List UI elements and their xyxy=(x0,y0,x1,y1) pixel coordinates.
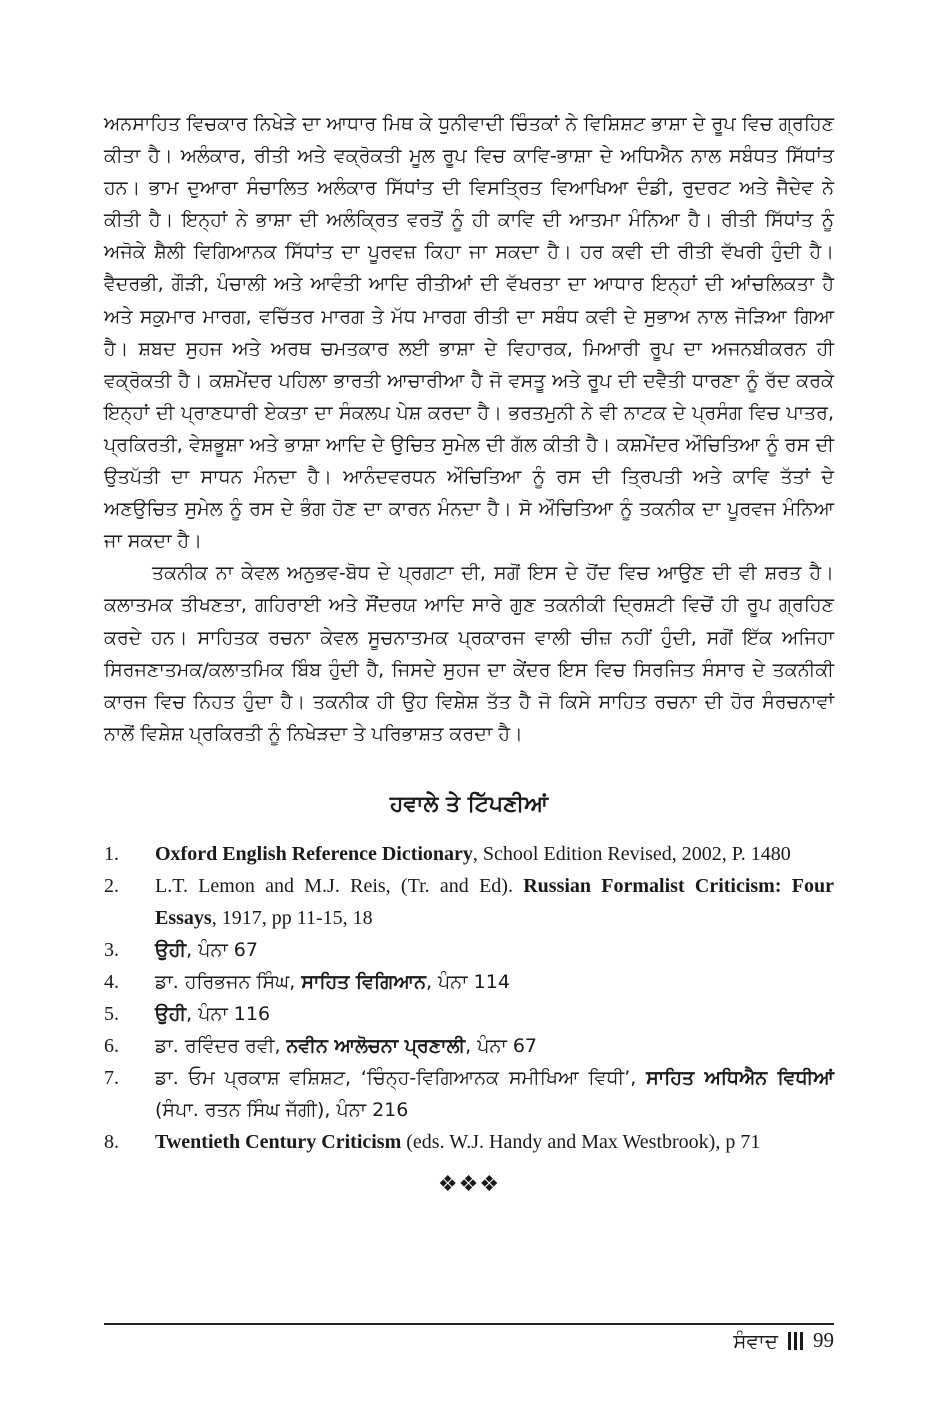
reference-title: Russian Formalist Criticism: Four Essays xyxy=(155,874,834,929)
reference-item xyxy=(104,1030,834,1062)
reference-item xyxy=(104,838,834,870)
reference-number: 7. xyxy=(104,1066,119,1089)
reference-author: ਡਾ. ਹਰਿਭਜਨ ਸਿੰਘ, xyxy=(155,970,302,993)
reference-title: Oxford English Reference Dictionary xyxy=(155,842,473,865)
reference-title: Twentieth Century Criticism xyxy=(155,1130,402,1153)
reference-text xyxy=(155,1062,834,1126)
reference-detail: , School Edition Revised, 2002, P. 1480 xyxy=(472,842,791,865)
bars-icon xyxy=(788,1332,803,1350)
reference-author: L.T. Lemon and M.J. Reis, (Tr. and Ed). xyxy=(155,874,524,897)
reference-text xyxy=(155,1126,834,1158)
reference-text xyxy=(155,998,834,1030)
reference-title: ਉਹੀ xyxy=(155,1002,187,1025)
reference-item xyxy=(104,870,834,934)
page-footer xyxy=(733,1328,834,1353)
references-list xyxy=(104,838,834,1158)
reference-number: 1. xyxy=(104,842,119,865)
reference-detail: (ਸੰਪਾ. ਰਤਨ ਸਿੰਘ ਜੱਗੀ), ਪੰਨਾ 216 xyxy=(155,1098,409,1121)
reference-detail: , 1917, pp 11-15, 18 xyxy=(211,906,373,929)
section-end-ornament: ❖❖❖ xyxy=(437,1171,501,1197)
page-content xyxy=(104,108,834,1200)
reference-number: 5. xyxy=(104,1002,119,1025)
reference-item xyxy=(104,966,834,998)
footer-rule xyxy=(104,1323,834,1325)
reference-text xyxy=(155,934,834,966)
reference-item xyxy=(104,934,834,966)
reference-item xyxy=(104,1062,834,1126)
reference-title: ਨਵੀਨ ਆਲੋਚਨਾ ਪ੍ਰਣਾਲੀ xyxy=(286,1034,466,1057)
references-heading: ਹਵਾਲੇ ਤੇ ਟਿੱਪਣੀਆਂ xyxy=(389,791,549,817)
reference-title: ਸਾਹਿਤ ਵਿਗਿਆਨ xyxy=(301,970,426,993)
reference-text xyxy=(155,870,834,934)
body-paragraph-2: ਤਕਨੀਕ ਨਾ ਕੇਵਲ ਅਨੁਭਵ-ਬੋਧ ਦੇ ਪ੍ਰਗਟਾ ਦੀ, ਸਗੋਂ ਇਸ ਦੇ ਹੋਂਦ ਵਿਚ ਆਉਣ ਦੀ ਵੀ ਸ਼ਰਤ ਹੈ। ਕਲਾਤਮਕ ਤੀਖਣਤਾ, ਗਹਿਰਾਈ ਅਤੇ ਸੌਂਦਰਯ ਆਦਿ ਸਾਰੇ ਗੁਣ ਤਕਨੀਕੀ ਦ੍ਰਿਸ਼ਟੀ ਵਿਚੋਂ ਹੀ ਰੂਪ ਗ੍ਰਹਿਣ ਕਰਦੇ ਹਨ। ਸਾਹਿਤਕ ਰਚਨਾ ਕੇਵਲ ਸੂਚਨਾਤਮਕ ਪ੍ਰਕਾਰਜ ਵਾਲੀ ਚੀਜ਼ ਨਹੀਂ ਹੁੰਦੀ, ਸਗੋਂ ਇੱਕ ਅਜਿਹਾ ਸਿਰਜਣਾਤਮਕ/ਕਲਾਤਮਿਕ ਬਿੰਬ ਹੁੰਦੀ ਹੈ, ਜਿਸਦੇ ਸੁਹਜ ਦਾ ਕੇਂਦਰ ਇਸ ਵਿਚ ਸਿਰਜਿਤ ਸੰਸਾਰ ਦੇ ਤਕਨੀਕੀ ਕਾਰਜ ਵਿਚ ਨਿਹਤ ਹੁੰਦਾ ਹੈ। ਤਕਨੀਕ ਹੀ ਉਹ ਵਿਸ਼ੇਸ਼ ਤੱਤ ਹੈ ਜੋ ਕਿਸੇ ਸਾਹਿਤ ਰਚਨਾ ਦੀ ਹੋਰ ਸੰਰਚਨਾਵਾਂ ਨਾਲੋਂ ਵਿਸ਼ੇਸ਼ ਪ੍ਰਕਿਰਤੀ ਨੂੰ ਨਿਖੇੜਦਾ ਤੇ ਪਰਿਭਾਸ਼ਤ ਕਰਦਾ ਹੈ। xyxy=(104,562,834,745)
reference-number: 8. xyxy=(104,1130,119,1153)
reference-number: 4. xyxy=(104,970,119,993)
running-title: ਸੰਵਾਦ xyxy=(733,1328,778,1353)
page-number: 99 xyxy=(813,1328,834,1352)
reference-title: ਉਹੀ xyxy=(155,938,187,961)
reference-detail: , ਪੰਨਾ 114 xyxy=(425,970,510,993)
reference-item xyxy=(104,998,834,1030)
reference-detail: (eds. W.J. Handy and Max Westbrook), p 71 xyxy=(401,1130,761,1153)
reference-detail: , ਪੰਨਾ 67 xyxy=(465,1034,538,1057)
reference-detail: , ਪੰਨਾ 67 xyxy=(186,938,258,961)
reference-text xyxy=(155,966,834,998)
reference-number: 6. xyxy=(104,1034,119,1057)
reference-item xyxy=(104,1126,834,1158)
reference-number: 3. xyxy=(104,938,119,961)
reference-author: ਡਾ. ਰਵਿੰਦਰ ਰਵੀ, xyxy=(155,1034,287,1057)
reference-author: ਡਾ. ਓਮ ਪ੍ਰਕਾਸ਼ ਵਸ਼ਿਸ਼ਟ, ‘ਚਿੰਨ੍ਹ-ਵਿਗਿਆਨਕ ਸਮੀਖਿਆ ਵਿਧੀ’, xyxy=(155,1066,647,1089)
reference-number: 2. xyxy=(104,874,119,897)
reference-detail: , ਪੰਨਾ 116 xyxy=(186,1002,271,1025)
reference-text xyxy=(155,838,834,870)
reference-text xyxy=(155,1030,834,1062)
reference-title: ਸਾਹਿਤ ਅਧਿਐਨ ਵਿਧੀਆਂ xyxy=(646,1066,834,1089)
body-paragraph-1: ਅਨਸਾਹਿਤ ਵਿਚਕਾਰ ਨਿਖੇੜੇ ਦਾ ਆਧਾਰ ਮਿਥ ਕੇ ਧੁਨੀਵਾਦੀ ਚਿੰਤਕਾਂ ਨੇ ਵਿਸ਼ਿਸ਼ਟ ਭਾਸ਼ਾ ਦੇ ਰੂਪ ਵਿਚ ਗ੍ਰਹਿਣ ਕੀਤਾ ਹੈ। ਅਲੰਕਾਰ, ਰੀਤੀ ਅਤੇ ਵਕ੍ਰੋਕਤੀ ਮੂਲ ਰੂਪ ਵਿਚ ਕਾਵਿ-ਭਾਸ਼ਾ ਦੇ ਅਧਿਐਨ ਨਾਲ ਸਬੰਧਤ ਸਿੱਧਾਂਤ ਹਨ। ਭਾਮ ਦੁਆਰਾ ਸੰਚਾਲਿਤ ਅਲੰਕਾਰ ਸਿੱਧਾਂਤ ਦੀ ਵਿਸਤ੍ਰਿਤ ਵਿਆਖਿਆ ਦੰਡੀ, ਰੁਦਰਟ ਅਤੇ ਜੈਦੇਵ ਨੇ ਕੀਤੀ ਹੈ। ਇਨ੍ਹਾਂ ਨੇ ਭਾਸ਼ਾ ਦੀ ਅਲੰਕ੍ਰਿਤ ਵਰਤੋਂ ਨੂੰ ਹੀ ਕਾਵਿ ਦੀ ਆਤਮਾ ਮੰਨਿਆ ਹੈ। ਰੀਤੀ ਸਿੱਧਾਂਤ ਨੂੰ ਅਜੋਕੇ ਸ਼ੈਲੀ ਵਿਗਿਆਨਕ ਸਿੱਧਾਂਤ ਦਾ ਪੂਰਵਜ਼ ਕਿਹਾ ਜਾ ਸਕਦਾ ਹੈ। ਹਰ ਕਵੀ ਦੀ ਰੀਤੀ ਵੱਖਰੀ ਹੁੰਦੀ ਹੈ। ਵੈਦਰਭੀ, ਗੌੜੀ, ਪੰਚਾਲੀ ਅਤੇ ਆਵੰਤੀ ਆਦਿ ਰੀਤੀਆਂ ਦੀ ਵੱਖਰਤਾ ਦਾ ਆਧਾਰ ਇਨ੍ਹਾਂ ਦੀ ਆਂਚਲਿਕਤਾ ਹੈ ਅਤੇ ਸਕੁਮਾਰ ਮਾਰਗ, ਵਚਿੱਤਰ ਮਾਰਗ ਤੇ ਮੱਧ ਮਾਰਗ ਰੀਤੀ ਦਾ ਸਬੰਧ ਕਵੀ ਦੇ ਸੁਭਾਅ ਨਾਲ ਜੋੜਿਆ ਗਿਆ ਹੈ। ਸ਼ਬਦ ਸੁਹਜ ਅਤੇ ਅਰਥ ਚਮਤਕਾਰ ਲਈ ਭਾਸ਼ਾ ਦੇ ਵਿਹਾਰਕ, ਮਿਆਰੀ ਰੂਪ ਦਾ ਅਜਨਬੀਕਰਨ ਹੀ ਵਕ੍ਰੋਕਤੀ ਹੈ। ਕਸ਼ਮੇਂਦਰ ਪਹਿਲਾ ਭਾਰਤੀ ਆਚਾਰੀਆ ਹੈ ਜੋ ਵਸਤੂ ਅਤੇ ਰੂਪ ਦੀ ਦਵੈਤੀ ਧਾਰਣਾ ਨੂੰ ਰੱਦ ਕਰਕੇ ਇਨ੍ਹਾਂ ਦੀ ਪ੍ਰਾਣਧਾਰੀ ਏਕਤਾ ਦਾ ਸੰਕਲਪ ਪੇਸ਼ ਕਰਦਾ ਹੈ। ਭਰਤਮੁਨੀ ਨੇ ਵੀ ਨਾਟਕ ਦੇ ਪ੍ਰਸੰਗ ਵਿਚ ਪਾਤਰ, ਪ੍ਰਕਿਰਤੀ, ਵੇਸ਼ਭੂਸ਼ਾ ਅਤੇ ਭਾਸ਼ਾ ਆਦਿ ਦੇ ਉਚਿਤ ਸੁਮੇਲ ਦੀ ਗੱਲ ਕੀਤੀ ਹੈ। ਕਸ਼ਮੇਂਦਰ ਔਚਿਤਿਆ ਨੂੰ ਰਸ ਦੀ ਉਤਪੱਤੀ ਦਾ ਸਾਧਨ ਮੰਨਦਾ ਹੈ। ਆਨੰਦਵਰਧਨ ਔਚਿਤਿਆ ਨੂੰ ਰਸ ਦੀ ਤ੍ਰਿਪਤੀ ਅਤੇ ਕਾਵਿ ਤੱਤਾਂ ਦੇ ਅਣਉਚਿਤ ਸੁਮੇਲ ਨੂੰ ਰਸ ਦੇ ਭੰਗ ਹੋਣ ਦਾ ਕਾਰਨ ਮੰਨਦਾ ਹੈ। ਸੋ ਔਚਿਤਿਆ ਨੂੰ ਤਕਨੀਕ ਦਾ ਪੂਰਵਜ ਮੰਨਿਆ ਜਾ ਸਕਦਾ ਹੈ। xyxy=(104,113,834,553)
